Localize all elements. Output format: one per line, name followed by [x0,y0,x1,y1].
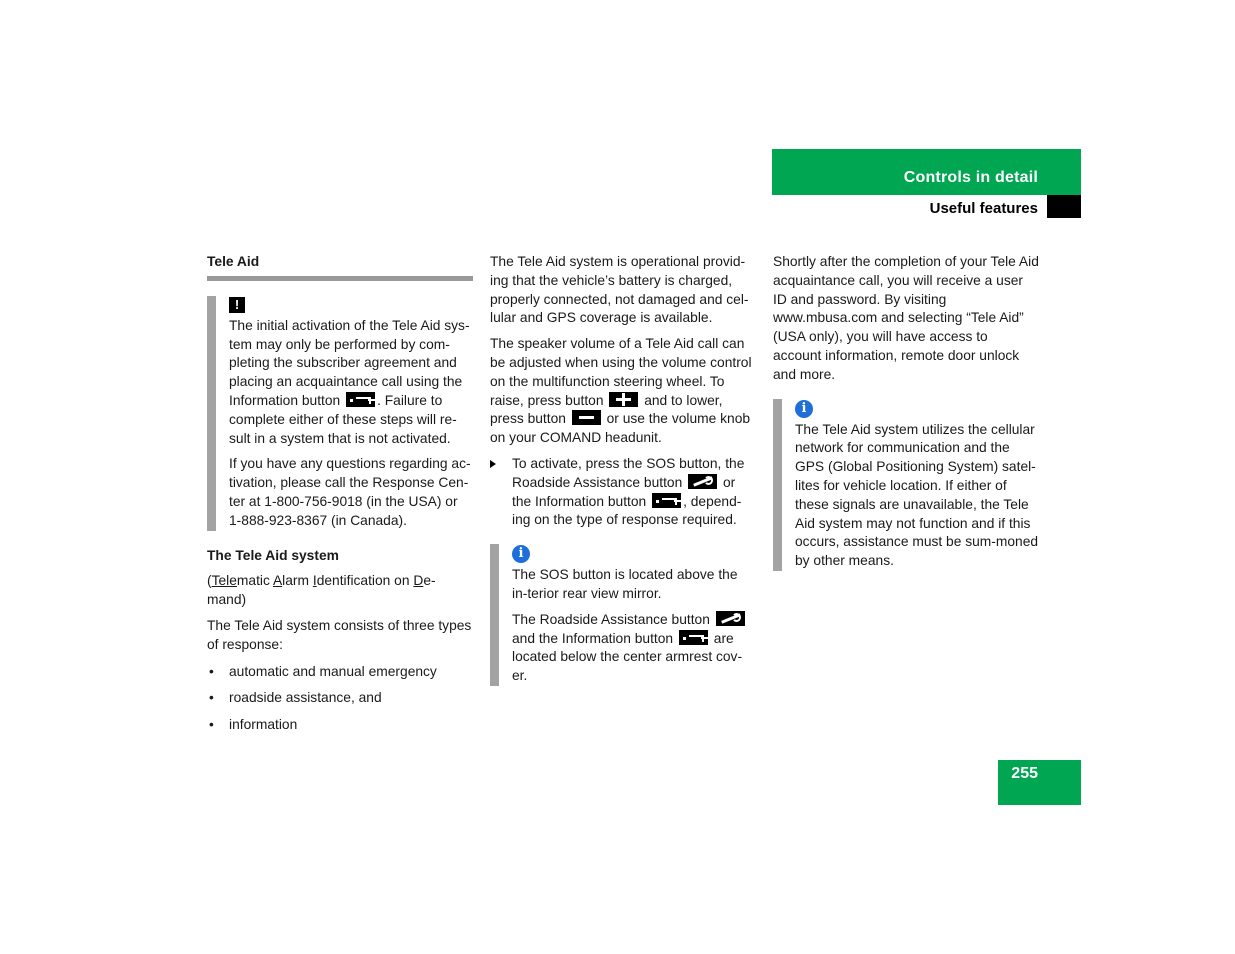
volume-text-c: or use the volume knob on your COMAND headunit. [490,411,751,446]
information-button-icon [652,493,681,508]
section-title: Controls in detail [903,169,1038,186]
step-text-b: or the Information button [512,474,736,509]
warning-text-a: The initial activation of the Tele Aid sys-tem may only be performed by com-pleting the subscriber agreement and placing an acquaintance call using the Information button [229,317,470,408]
subsection-title: Useful features [929,200,1038,217]
acronym-i: I [312,573,317,589]
acronym-matic: matic [236,573,273,589]
warning-icon: ! [229,297,245,313]
page-number: 255 [1011,765,1038,782]
info-note-buttons [490,544,756,686]
acronym-tele: Tele [211,573,237,589]
info-signals-paragraph: The Tele Aid system utilizes the cellular network for communication and the GPS (Global Positioning System) satel-lites for vehicle location. If either of these signals are unavailable, the Tele Aid system may not function and if this occurs, assistance must be sum-moned by other means. [795,421,1039,569]
acronym-expansion [207,572,473,610]
info-note-signals [773,399,1039,571]
information-button-icon [679,630,708,645]
consists-paragraph: The Tele Aid system consists of three types of response: [207,617,472,652]
step-text-a: To activate, press the SOS button, the Roadside Assistance button [512,455,745,490]
minus-button-icon [572,410,601,425]
subheading-tele-aid-system: The Tele Aid system [207,547,339,563]
info-sos-paragraph: The SOS button is located above the in-terior rear view mirror. [512,567,738,601]
warning-note [207,296,473,531]
roadside-assistance-button-icon [688,474,717,489]
column-2 [490,253,756,686]
acronym-larm: larm [282,573,313,589]
info-buttons-paragraph [512,611,756,686]
activation-step [490,455,756,530]
acronym-dentification: dentification on [316,573,414,589]
info-text-a: The Roadside Assistance button [512,611,710,627]
account-paragraph: Shortly after the completion of your Tele Aid acquaintance call, you will receive a user ID and password. By visiting www.mbusa.com and selecting “Tele Aid” (USA only), you will have access to account information, remote door unlock and more. [773,254,1039,382]
volume-text-b: and to lower, press button [490,392,723,427]
info-icon: i [512,545,530,563]
acronym-emand: e-mand) [207,573,436,608]
warning-paragraph-1 [229,317,473,449]
info-icon: i [795,400,813,418]
roadside-assistance-button-icon [716,611,745,626]
step-arrow-icon [490,460,496,468]
list-item: • information [207,716,473,735]
plus-button-icon [609,392,638,407]
acronym-open: ( [207,573,212,589]
list-item: • automatic and manual emergency [207,663,473,682]
warning-paragraph-2: If you have any questions regarding ac-tivation, please call the Response Cen-ter at 1-800-756-9018 (in the USA) or 1-888-923-8367 (in Canada). [229,456,471,528]
acronym-a: A [272,573,283,589]
header-marker [1047,195,1081,218]
acronym-d: D [413,573,424,589]
operational-paragraph: The Tele Aid system is operational provid-ing that the vehicle’s battery is charged, properly connected, not damaged and cel-lular and GPS coverage is available. [490,254,749,326]
column-3 [773,253,1039,571]
volume-text-a: The speaker volume of a Tele Aid call can be adjusted when using the volume control on the multifunction steering wheel. To raise, press button [490,336,752,408]
volume-paragraph [490,335,756,448]
information-button-icon [346,392,375,407]
warning-text-b: . Failure to complete either of these steps will re-sult in a system that is not activated. [229,392,457,446]
list-item: • roadside assistance, and [207,689,473,708]
heading-tele-aid: Tele Aid [207,253,473,281]
step-text-c: , depend-ing on the type of response required. [512,493,742,528]
info-text-b: and the Information button [512,630,674,646]
info-text-c: are located below the center armrest cov-er. [512,630,743,684]
column-1 [207,253,473,743]
response-types-list [207,663,473,735]
